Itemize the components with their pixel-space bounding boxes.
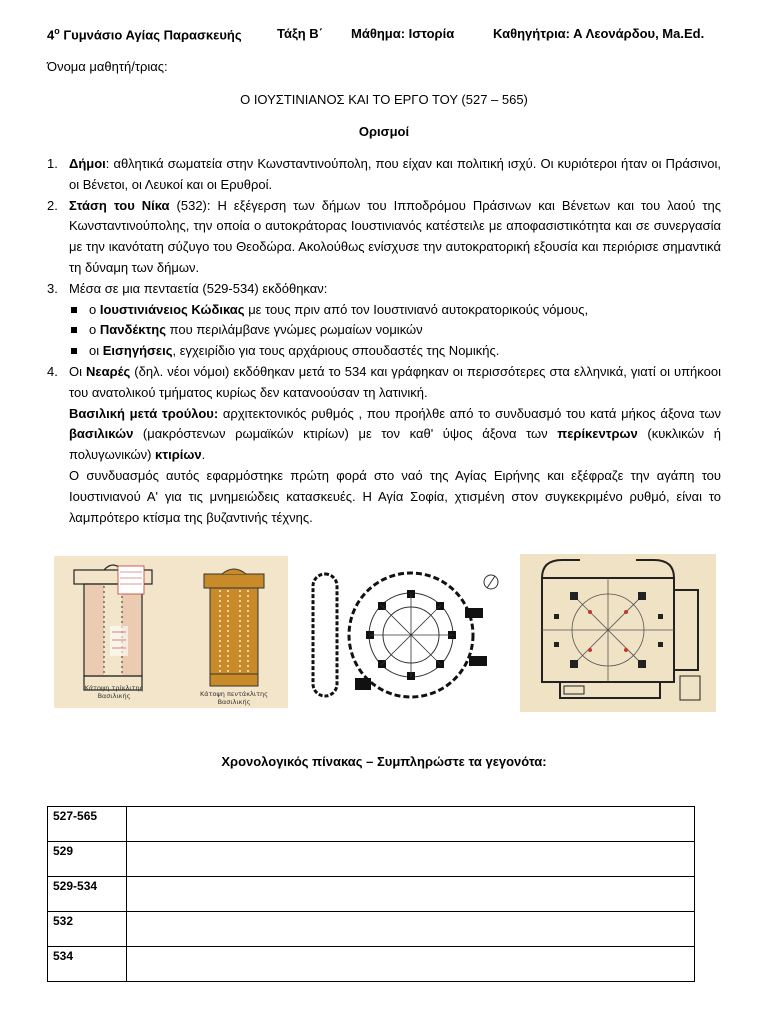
student-name-label: Όνομα μαθητή/τριας: [47, 59, 168, 74]
svg-text:Κάτοψη πεντάκλιτης: Κάτοψη πεντάκλιτης [200, 690, 268, 698]
definition-item-3: 3. Μέσα σε μια πενταετία (529-534) εκδόθηκαν: [47, 280, 328, 296]
combination-paragraph: Ο συνδυασμός αυτός εφαρμόστηκε πρώτη φορά στο ναό της Αγίας Ειρήνης και εξέφραζε την αγάπη του Ιουστινιανού Α' για τις μνημειώδεις κατασκευές. Η Αγία Σοφία, χτισμένη στον συγκεκριμένο ρυθμό, είναι το λαμπρότερο κτίσμα της βυζαντινής τέχνης. [69, 467, 721, 525]
central-plan-image [305, 560, 510, 710]
definition-item-1: 1. Δήμοι: αθλητικά σωματεία στην Κωνσταντινούπολη, που είχαν και πολιτική ισχύ. Οι κυριότεροι ήταν οι Πράσινοι, οι Βένετοι, οι Λευκοί και οι Ερυθροί. [47, 156, 721, 192]
event-cell[interactable] [127, 877, 695, 912]
table-row [48, 877, 695, 912]
year-cell: 529 [48, 842, 127, 877]
svg-text:Κάτοψη τρίκλιτης: Κάτοψη τρίκλιτης [84, 684, 144, 692]
table-row [48, 842, 695, 877]
table-row [48, 807, 695, 842]
table-row [48, 912, 695, 947]
subject-label: Μάθημα: Ιστορία [351, 26, 455, 41]
year-cell: 529-534 [48, 877, 127, 912]
svg-text:Βασιλικής: Βασιλικής [217, 698, 251, 706]
event-cell[interactable] [127, 807, 695, 842]
svg-text:Βασιλικής: Βασιλικής [97, 692, 131, 700]
chronology-table [47, 806, 695, 982]
page-title: Ο ΙΟΥΣΤΙΝΙΑΝΟΣ ΚΑΙ ΤΟ ΕΡΓΟ ΤΟΥ (527 – 565) [240, 92, 528, 107]
definition-item-4: 4. Οι Νεαρές (δηλ. νέοι νόμοι) εκδόθηκαν μετά το 534 και γράφηκαν οι περισσότερες στα ελληνικά, γιατί οι υπήκοοι του ανατολικού τμήματος κυρίως δεν κατανοούσαν τη λατινική. [47, 363, 721, 400]
event-cell[interactable] [127, 912, 695, 947]
class-label: Τάξη Β΄ [277, 26, 324, 41]
year-cell: 527-565 [48, 807, 127, 842]
table-row [48, 947, 695, 982]
school-name: $4^o$ Γυμνάσιο Αγίας Παρασκευής [47, 26, 242, 43]
definition-item-2: 2. Στάση του Νίκα (532): Η εξέγερση των δήμων του Ιπποδρόμου Πράσινων και Βένετων και του λαού της Κωνσταντινούπολης, την οποία ο αυτοκράτορας Ιουστινιανός κατέστειλε με αποφασιστικότητα και σε συνεργασία με την ικανότατη σύζυγο του Θεοδώρα. Ακολούθως ενίσχυσε την αυτοκρατορική εξουσία και περιόρισε σημαντικά τη δύναμη των δήμων. [47, 197, 721, 275]
definitions-list [47, 154, 721, 528]
year-cell: 534 [48, 947, 127, 982]
basilica-plans-image [54, 556, 288, 708]
bullet-item-code: ο Ιουστινιάνειος Κώδικας με τους πριν από τον Ιουστινιανό αυτοκρατορικούς νόμους, [47, 300, 721, 321]
year-cell: 532 [48, 912, 127, 947]
section-subtitle: Ορισμοί [358, 124, 410, 139]
chronology-title: Χρονολογικός πίνακας – Συμπληρώστε τα γεγονότα: [221, 754, 547, 769]
event-cell[interactable] [127, 947, 695, 982]
basilica-definition: Βασιλική μετά τρούλου: αρχιτεκτονικός ρυθμός , που προήλθε από το συνδυασμό του κατά μήκος άξονα των βασιλικών (μακρόστενων ρωμαϊκών κτιρίων) με τον καθ' ύψος άξονα των περίκεντρων (κυκλικών ή πολυγωνικών) κτιρίων. [69, 405, 722, 463]
domed-basilica-image [520, 554, 716, 712]
architecture-figures [0, 554, 768, 714]
teacher-label: Καθηγήτρια: Α Λεονάρδου, Ma.Ed. [493, 26, 705, 41]
bullet-item-pandects: ο Πανδέκτης που περιλάμβανε γνώμες ρωμαίων νομικών [47, 320, 721, 341]
bullet-item-institutes: οι Εισηγήσεις, εγχειρίδιο για τους αρχάριους σπουδαστές της Νομικής. [47, 341, 721, 362]
event-cell[interactable] [127, 842, 695, 877]
